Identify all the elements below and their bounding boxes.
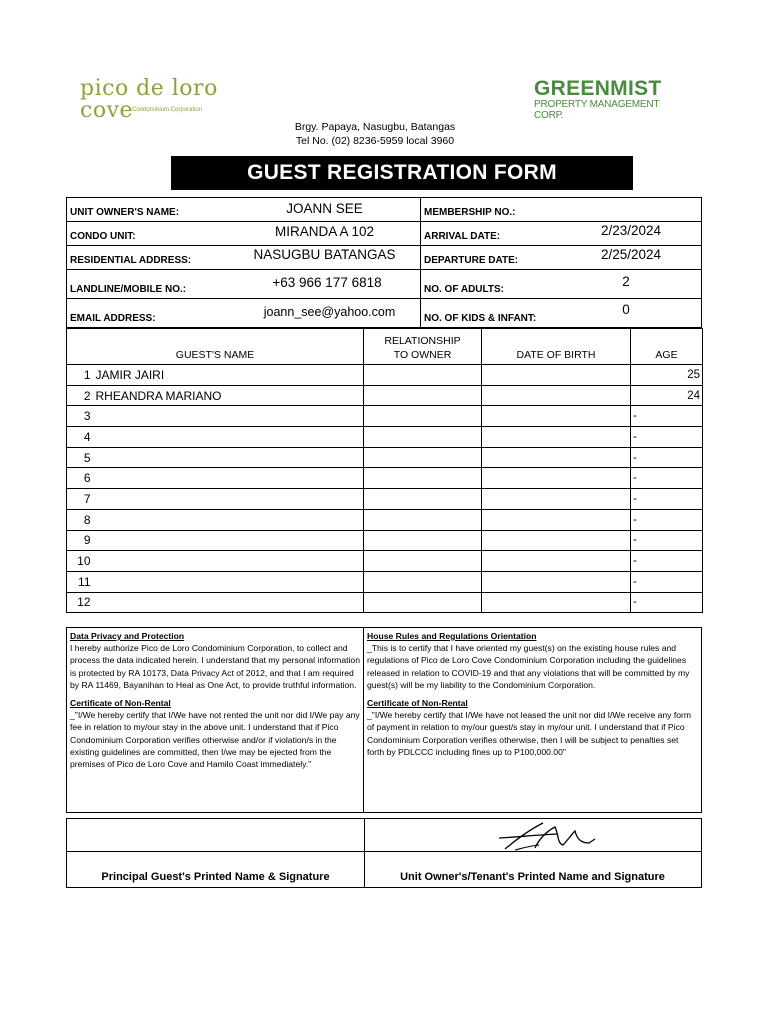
condo-unit-label: CONDO UNIT: (70, 231, 136, 242)
dob-field[interactable] (482, 427, 631, 448)
age-field[interactable]: 25 (631, 365, 703, 386)
residential-address-label: RESIDENTIAL ADDRESS: (70, 255, 192, 266)
guest-row (67, 406, 703, 427)
owner-info-grid (66, 197, 702, 328)
guest-row-number: 4 (67, 427, 93, 448)
age-field[interactable]: - (631, 489, 703, 510)
terms-section (66, 627, 702, 813)
relationship-field[interactable] (364, 592, 482, 613)
membership-label: MEMBERSHIP NO.: (424, 207, 516, 218)
residential-address-value: NASUGBU BATANGAS (253, 247, 396, 262)
kids-value: 0 (622, 302, 630, 317)
relationship-field[interactable] (364, 571, 482, 592)
guest-row-number: 7 (67, 489, 93, 510)
guest-table-header (67, 329, 703, 365)
guest-row (67, 551, 703, 572)
age-field[interactable]: - (631, 406, 703, 427)
relationship-field[interactable] (364, 551, 482, 572)
adults-label: NO. OF ADULTS: (424, 284, 504, 295)
phone-label: LANDLINE/MOBILE NO.: (70, 284, 187, 295)
residential-address-cell[interactable] (67, 246, 421, 269)
guest-row (67, 592, 703, 613)
guest-name-field[interactable] (93, 530, 364, 551)
guest-name-header: GUEST'S NAME (67, 329, 364, 365)
guest-row-number: 5 (67, 447, 93, 468)
adults-cell[interactable] (421, 270, 701, 298)
address-block (250, 120, 500, 148)
dob-field[interactable] (482, 530, 631, 551)
guest-name-field[interactable] (93, 571, 364, 592)
email-label: EMAIL ADDRESS: (70, 313, 156, 324)
age-field[interactable]: - (631, 509, 703, 530)
guest-row-number: 10 (67, 551, 93, 572)
guest-name-field[interactable] (93, 468, 364, 489)
relationship-header-line1: RELATIONSHIP (384, 335, 461, 347)
pico-logo-subtext: Condominium Corporation (132, 107, 203, 113)
guest-row (67, 509, 703, 530)
owner-name-cell[interactable] (67, 198, 421, 221)
principal-guest-signature-label: Principal Guest's Printed Name & Signature (101, 871, 330, 883)
guest-row-number: 9 (67, 530, 93, 551)
non-rental-text-right: _"I/We hereby certify that I/We have not leased the unit nor did I/We receive any form of payment in relation to my/our guest/s stay in my/our unit. I understand that if Pico Condominium Corporation verifies otherwise, then I will be subject to penalties set forth by PDLCCC including fines up to P100,000.00" (367, 710, 692, 757)
condo-unit-cell[interactable] (67, 222, 421, 245)
relationship-field[interactable] (364, 365, 482, 386)
relationship-field[interactable] (364, 530, 482, 551)
membership-cell[interactable] (421, 198, 701, 221)
departure-date-label: DEPARTURE DATE: (424, 255, 519, 266)
guest-name-field[interactable] (93, 427, 364, 448)
greenmist-logo-subtext: PROPERTY MANAGEMENT CORP. (534, 99, 660, 121)
adults-value: 2 (622, 274, 630, 289)
address-line: Brgy. Papaya, Nasugbu, Batangas (294, 121, 456, 133)
dob-field[interactable] (482, 406, 631, 427)
guest-row (67, 571, 703, 592)
guest-row-number: 3 (67, 406, 93, 427)
age-field[interactable]: - (631, 551, 703, 572)
age-field[interactable]: - (631, 468, 703, 489)
kids-cell[interactable] (421, 299, 701, 327)
form-title: GUEST REGISTRATION FORM (171, 156, 633, 190)
age-header: AGE (631, 329, 703, 365)
age-field[interactable]: 24 (631, 385, 703, 406)
kids-label: NO. OF KIDS & INFANT: (424, 313, 537, 324)
guest-row (67, 427, 703, 448)
relationship-field[interactable] (364, 406, 482, 427)
phone-line: Tel No. (02) 8236-5959 local 3960 (295, 135, 455, 147)
privacy-text: I hereby authorize Pico de Loro Condominium Corporation, to collect and process the data indicated herein. I understand that my personal information is protected by RA 10173, Data Privacy Act of 2012, and that I am required by RA 11469, Bayanihan to Heal as One Act, to provide truthful information. (70, 643, 360, 690)
email-cell[interactable] (67, 299, 421, 327)
arrival-date-cell[interactable] (421, 222, 701, 245)
condo-unit-value: MIRANDA A 102 (274, 224, 375, 239)
guest-name-field[interactable] (93, 447, 364, 468)
dob-field[interactable] (482, 468, 631, 489)
departure-date-cell[interactable] (421, 246, 701, 269)
email-value: joann_see@yahoo.com (263, 305, 396, 319)
guest-table (66, 328, 703, 613)
arrival-date-label: ARRIVAL DATE: (424, 231, 501, 242)
dob-field[interactable] (482, 571, 631, 592)
relationship-field[interactable] (364, 468, 482, 489)
relationship-field[interactable] (364, 509, 482, 530)
owner-name-value: JOANN SEE (286, 201, 363, 216)
dob-field[interactable] (482, 592, 631, 613)
non-rental-text-left: _"I/We hereby certify that I/We have not rented the unit nor did I/We pay any fee in relation to my/our stay in the above unit. I understand that if Pico Condominium Corporation verifies otherwise and/or if violation/s in the existing guidelines are committed, then I/we may be ejected from the premises of Pico de Loro Cove and Hamilo Coast immediately." (70, 710, 360, 770)
dob-field[interactable] (482, 509, 631, 530)
phone-value: +63 966 177 6818 (272, 275, 382, 290)
guest-row (67, 489, 703, 510)
guest-row-number: 8 (67, 509, 93, 530)
age-field[interactable]: - (631, 571, 703, 592)
dob-field[interactable] (482, 447, 631, 468)
guest-name-field[interactable]: RHEANDRA MARIANO (93, 385, 364, 406)
relationship-field[interactable] (364, 385, 482, 406)
guest-name-field[interactable] (93, 489, 364, 510)
greenmist-logo-text: GREENMIST (534, 77, 662, 100)
house-rules-heading: House Rules and Regulations Orientation (367, 631, 537, 641)
greenmist-logo (534, 77, 664, 121)
guest-row-number: 1 (67, 365, 93, 386)
terms-right-column (364, 628, 701, 812)
relationship-field[interactable] (364, 489, 482, 510)
relationship-header-line2: TO OWNER (393, 349, 452, 361)
guest-row-number: 12 (67, 592, 93, 613)
dob-field[interactable] (482, 551, 631, 572)
guest-name-field[interactable] (93, 592, 364, 613)
guest-name-field[interactable] (93, 406, 364, 427)
departure-date-value: 2/25/2024 (600, 247, 662, 262)
dob-field[interactable] (482, 365, 631, 386)
guest-name-field[interactable] (93, 551, 364, 572)
terms-left-column (67, 628, 364, 812)
age-field[interactable]: - (631, 427, 703, 448)
dob-field[interactable] (482, 489, 631, 510)
privacy-heading: Data Privacy and Protection (70, 631, 185, 641)
guest-row-number: 2 (67, 385, 93, 406)
pico-logo-text: pico de loro cove (80, 76, 218, 123)
age-field[interactable]: - (631, 447, 703, 468)
dob-field[interactable] (482, 385, 631, 406)
guest-name-field[interactable] (93, 509, 364, 530)
relationship-field[interactable] (364, 427, 482, 448)
relationship-header (364, 329, 482, 365)
signature-section (66, 818, 702, 888)
guest-row (67, 447, 703, 468)
relationship-field[interactable] (364, 447, 482, 468)
guest-row (67, 530, 703, 551)
dob-header: DATE OF BIRTH (482, 329, 631, 365)
age-field[interactable]: - (631, 592, 703, 613)
arrival-date-value: 2/23/2024 (600, 223, 662, 238)
guest-row (67, 385, 703, 406)
guest-row-number: 6 (67, 468, 93, 489)
guest-row-number: 11 (67, 571, 93, 592)
owner-signature (497, 821, 607, 853)
non-rental-heading-right: Certificate of Non-Rental (367, 698, 468, 709)
guest-name-field[interactable]: JAMIR JAIRI (93, 365, 364, 386)
pico-de-loro-logo (80, 76, 220, 123)
non-rental-heading-left: Certificate of Non-Rental (70, 698, 171, 709)
age-field[interactable]: - (631, 530, 703, 551)
guest-row (67, 365, 703, 386)
phone-cell[interactable] (67, 270, 421, 298)
house-rules-text: _This is to certify that I have oriented my guest(s) on the existing house rules and regulations of Pico de Loro Cove Condominium Corporation including the guidelines released in relation to COVID-19 and that any violations that will be committed by my guest(s) will be my liability to the Condominium Corporation. (367, 643, 690, 690)
owner-name-label: UNIT OWNER'S NAME: (70, 207, 180, 218)
guest-row (67, 468, 703, 489)
unit-owner-signature-label: Unit Owner's/Tenant's Printed Name and Signature (400, 871, 665, 883)
